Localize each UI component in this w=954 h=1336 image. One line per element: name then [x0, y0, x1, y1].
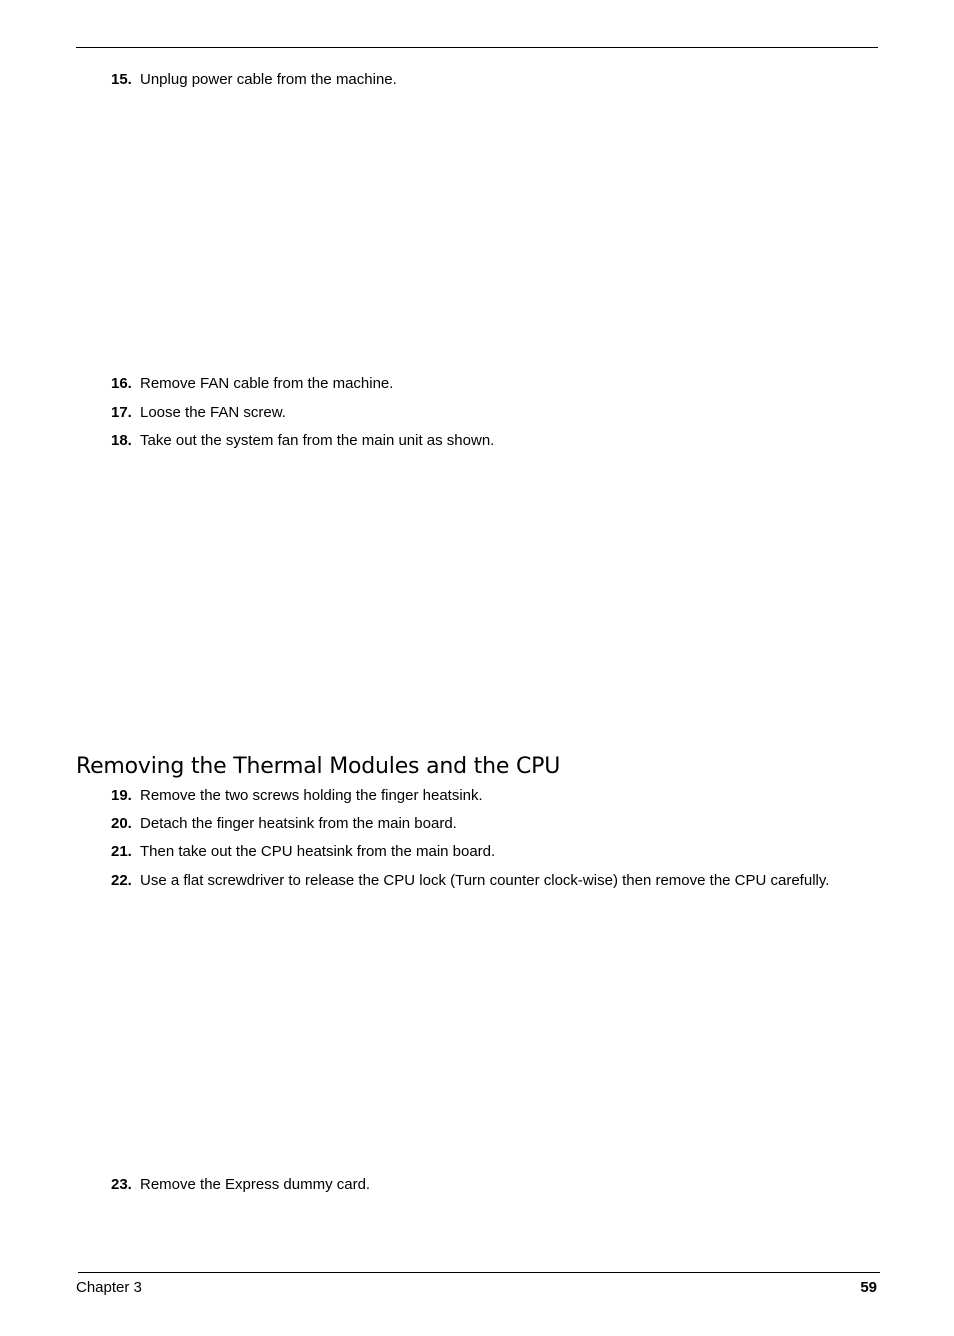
header-rule — [76, 47, 878, 48]
step-19 — [111, 787, 483, 805]
step-text: Remove the two screws holding the finger heatsink. — [140, 787, 483, 804]
step-text: Use a flat screwdriver to release the CPU lock (Turn counter clock-wise) then remove the CPU carefully. — [140, 872, 830, 889]
step-22 — [111, 872, 829, 890]
footer-page-number: 59 — [860, 1279, 877, 1296]
step-16 — [111, 375, 393, 393]
step-text: Unplug power cable from the machine. — [140, 71, 397, 88]
step-text: Take out the system fan from the main unit as shown. — [140, 432, 495, 449]
step-18 — [111, 432, 494, 450]
step-number: 21. — [111, 843, 132, 860]
step-number: 22. — [111, 872, 132, 889]
footer-rule — [78, 1272, 880, 1273]
step-number: 23. — [111, 1176, 132, 1193]
step-text: Loose the FAN screw. — [140, 404, 286, 421]
step-number: 15. — [111, 71, 132, 88]
step-21 — [111, 843, 495, 861]
step-text: Remove FAN cable from the machine. — [140, 375, 394, 392]
step-15 — [111, 71, 397, 89]
step-text: Remove the Express dummy card. — [140, 1176, 371, 1193]
step-23 — [111, 1176, 370, 1194]
step-number: 16. — [111, 375, 132, 392]
step-number: 17. — [111, 404, 132, 421]
step-text: Detach the finger heatsink from the main board. — [140, 815, 457, 832]
step-number: 19. — [111, 787, 132, 804]
footer-chapter: Chapter 3 — [76, 1279, 142, 1296]
step-number: 18. — [111, 432, 132, 449]
section-title: Removing the Thermal Modules and the CPU — [76, 754, 561, 779]
step-17 — [111, 404, 286, 422]
step-number: 20. — [111, 815, 132, 832]
step-text: Then take out the CPU heatsink from the main board. — [140, 843, 496, 860]
step-20 — [111, 815, 457, 833]
